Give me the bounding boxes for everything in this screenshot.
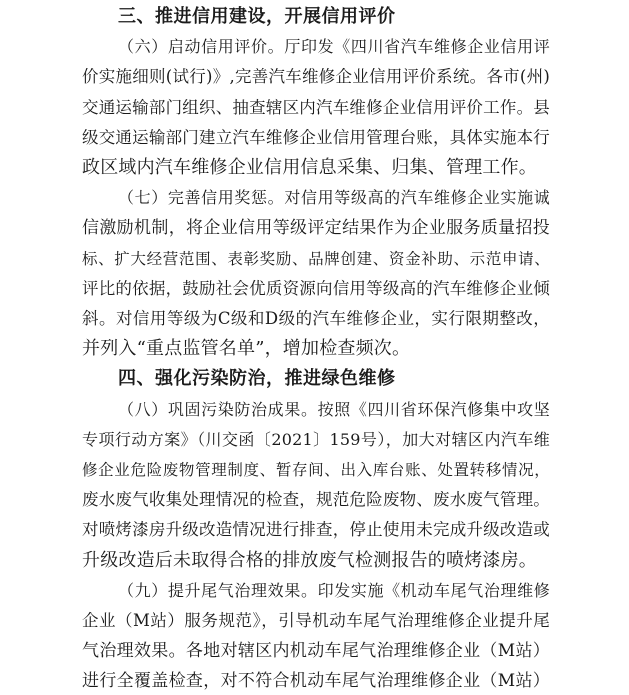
paragraph-line: （九）提升尾气治理效果。印发实施《机动车尾气治理维修 xyxy=(118,580,550,600)
paragraph-line: 斜。对信用等级为C级和D级的汽车维修企业，实行限期整改， xyxy=(82,309,550,328)
paragraph-line: 气治理效果。各地对辖区内机动车尾气治理维修企业（M站） xyxy=(82,641,550,662)
paragraph-line: 交通运输部门组织、抽查辖区内汽车维修企业信用评价工作。县 xyxy=(82,97,550,117)
paragraph-line: 政区域内汽车维修企业信用信息采集、归集、管理工作。 xyxy=(82,157,537,178)
section-heading: 三、推进信用建设，开展信用评价 xyxy=(118,6,396,27)
paragraph-line: 对喷烤漆房升级改造情况进行排查，停止使用未完成升级改造或 xyxy=(82,520,550,540)
paragraph-line: 升级改造后未取得合格的排放废气检测报告的喷烤漆房。 xyxy=(82,549,537,571)
paragraph-line: 进行全覆盖检查，对不符合机动车尾气治理维修企业（M站） xyxy=(82,671,550,692)
section-heading: 四、强化污染防治，推进绿色维修 xyxy=(118,368,396,390)
paragraph-line: 专项行动方案》（川交函〔2021〕159号），加大对辖区内汽车维 xyxy=(82,429,550,449)
paragraph-line: 价实施细则(试行)》,完善汽车维修企业信用评价系统。各市(州) xyxy=(82,67,550,87)
paragraph-line: （六）启动信用评价。厅印发《四川省汽车维修企业信用评 xyxy=(118,37,550,57)
paragraph-line: 信激励机制，将企业信用等级评定结果作为企业服务质量招投 xyxy=(82,218,550,239)
paragraph-line: 级交通运输部门建立汽车维修企业信用管理台账，具体实施本行 xyxy=(82,127,550,147)
paragraph-line: （七）完善信用奖惩。对信用等级高的汽车维修企业实施诚 xyxy=(118,188,550,208)
paragraph-line: 废水废气收集处理情况的检查，规范危险废物、废水废气管理。 xyxy=(82,490,550,510)
paragraph-line: 标、扩大经营范围、表彰奖励、品牌创建、资金补助、示范申请、 xyxy=(82,249,550,268)
paragraph-line: 修企业危险废物管理制度、暂存间、出入库台账、处置转移情况， xyxy=(82,461,550,479)
paragraph-line: 并列入“重点监管名单”，增加检查频次。 xyxy=(82,338,411,360)
paragraph-line: 评比的依据，鼓励社会优质资源向信用等级高的汽车维修企业倾 xyxy=(82,278,550,298)
paragraph-line: （八）巩固污染防治成果。按照《四川省环保汽修集中攻坚 xyxy=(118,399,550,419)
paragraph-line: 企业（M站）服务规范》，引导机动车尾气治理维修企业提升尾 xyxy=(82,611,550,630)
